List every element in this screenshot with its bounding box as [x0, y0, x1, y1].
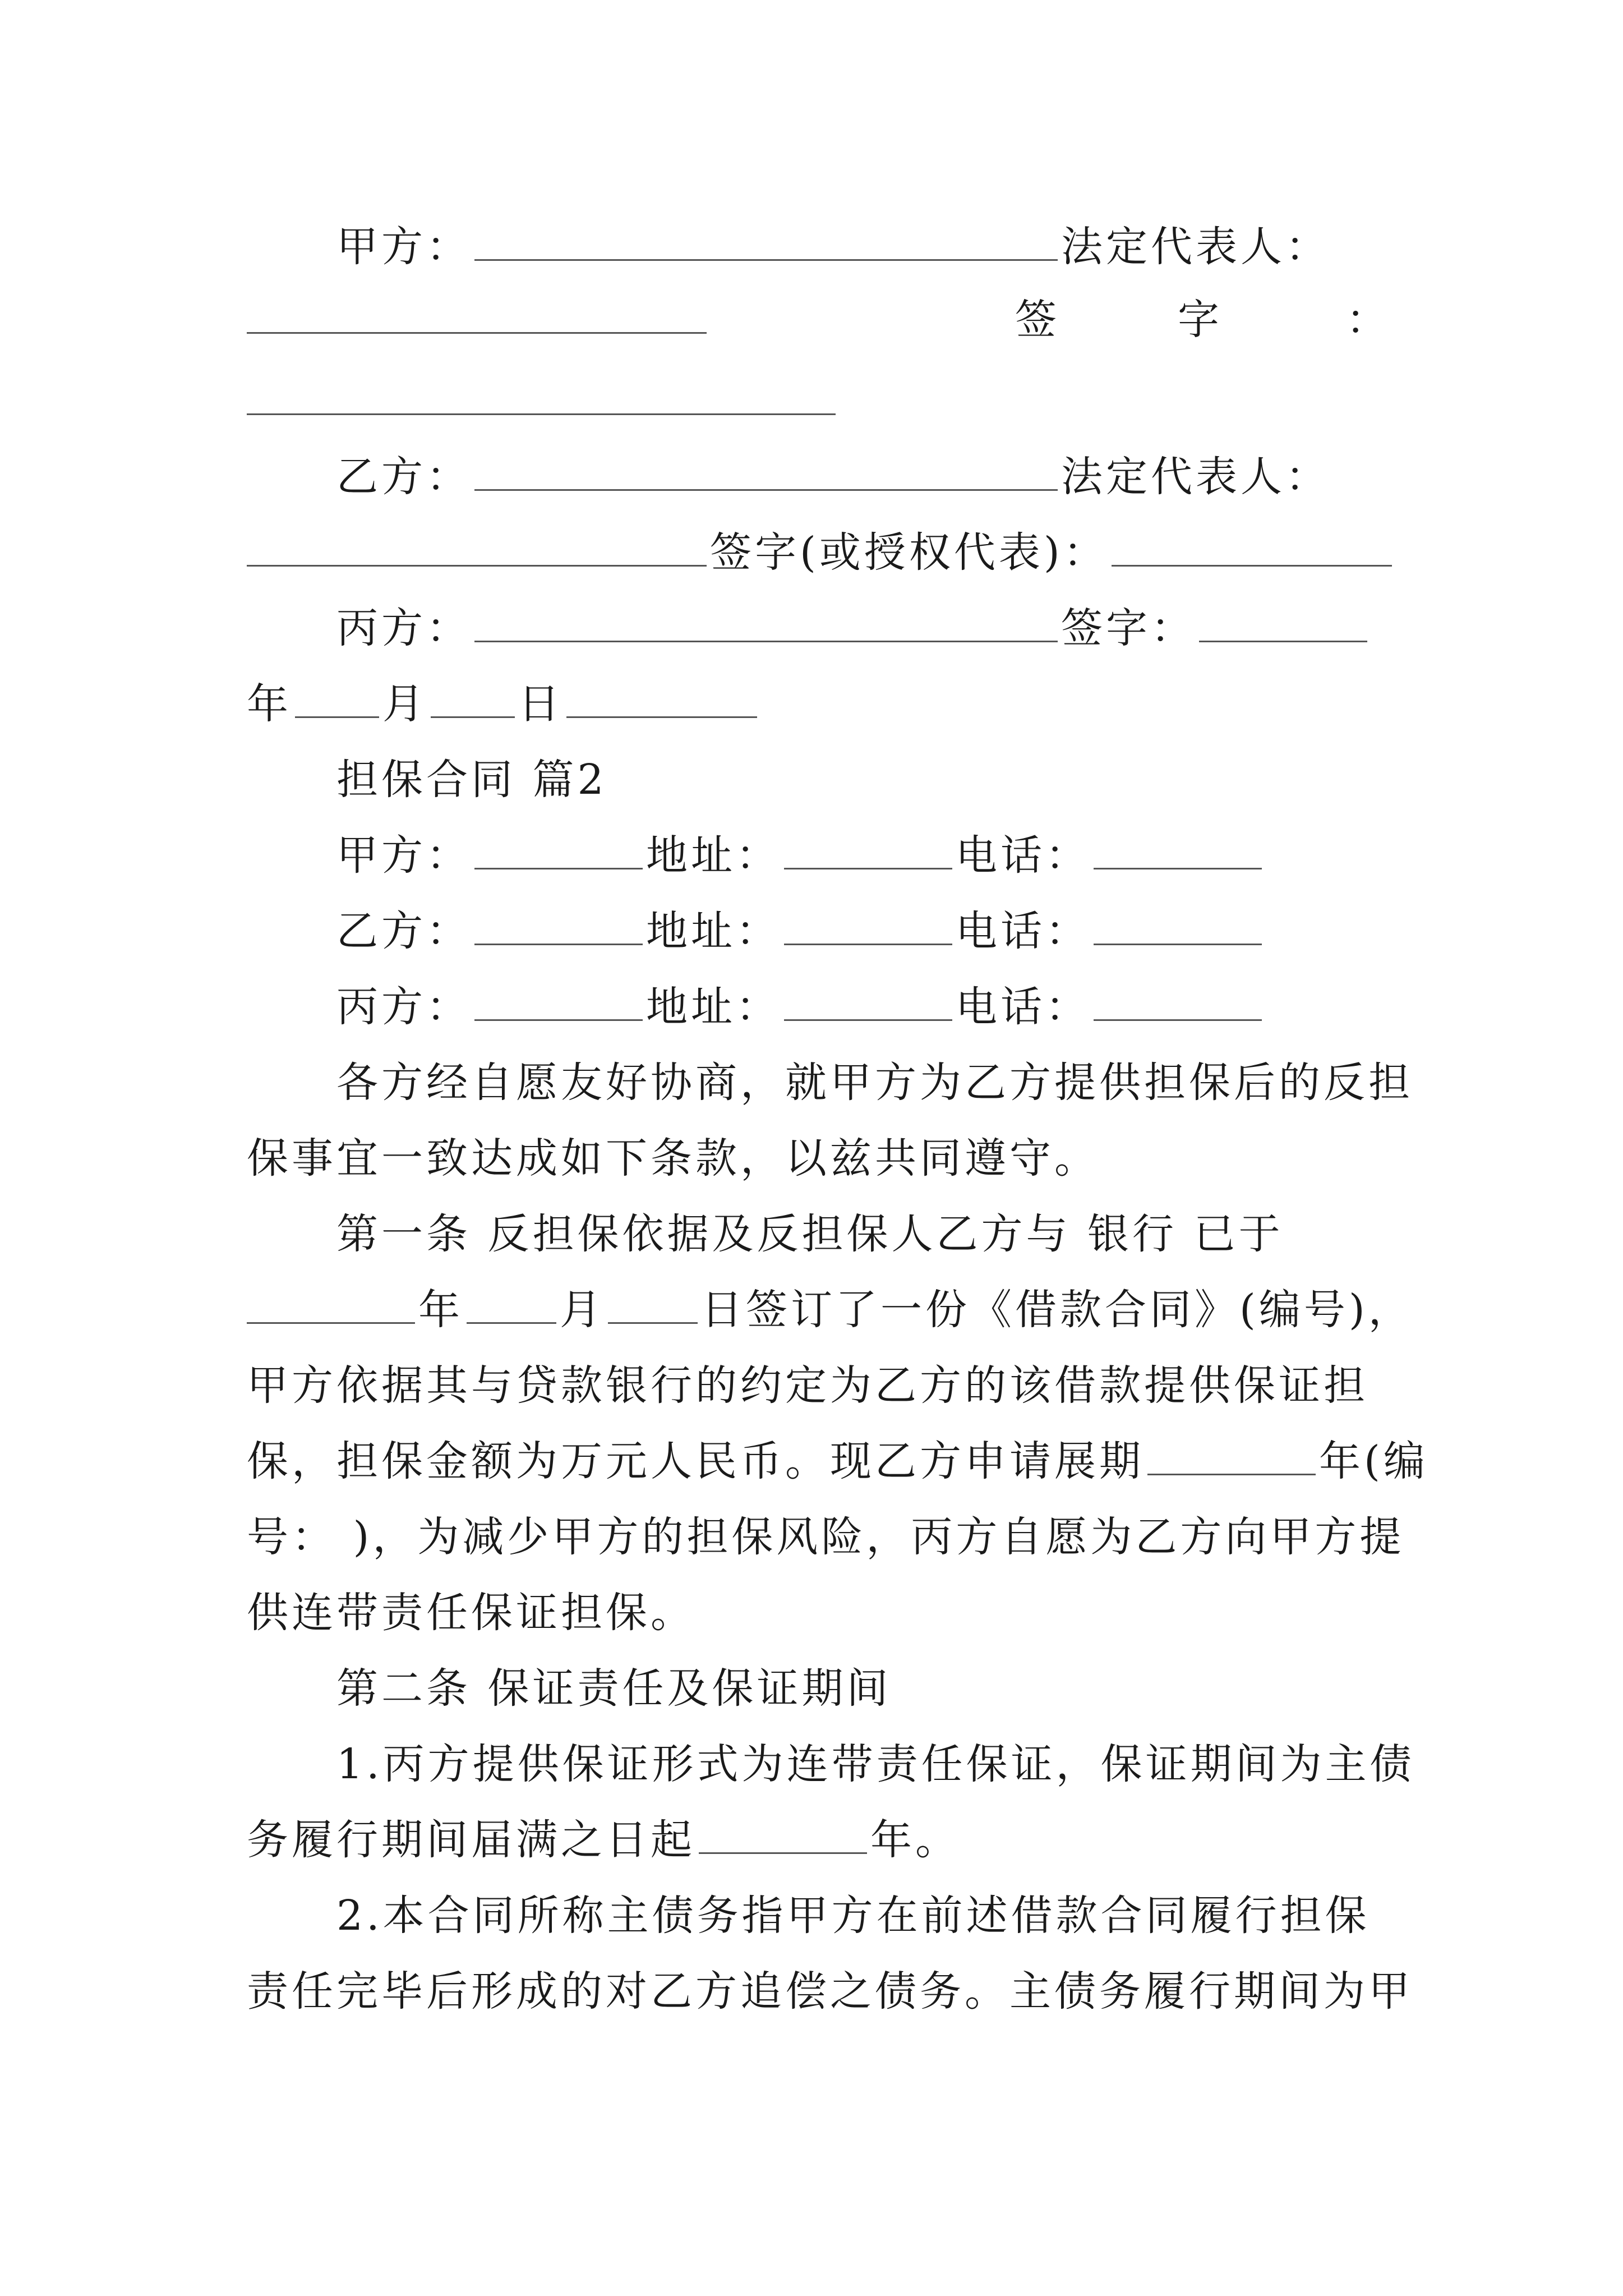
date-month-label: 月: [382, 680, 427, 728]
party-c-sign-label: 签字：: [1061, 604, 1196, 652]
party-row-phone-blank[interactable]: [1094, 980, 1262, 1021]
article2-period-text: 务履行期间届满之日起: [247, 1816, 695, 1864]
party-a-line: [336, 216, 1469, 278]
sign-char-2: 字: [1178, 296, 1223, 344]
party-row: [336, 976, 1469, 1038]
intro-line: 保事宜一致达成如下条款，以兹共同遵守。: [247, 1134, 1099, 1182]
party-row-addr-label: 地址：: [646, 983, 781, 1031]
authorized-blank[interactable]: [1112, 526, 1392, 567]
party-row-addr-label: 地址：: [646, 831, 781, 880]
date-month-blank[interactable]: [295, 677, 379, 718]
party-row-name-blank[interactable]: [474, 904, 643, 945]
date-line: [247, 673, 1380, 735]
sign-char-1: 签: [1015, 296, 1060, 344]
party-b-rep-blank[interactable]: [247, 526, 707, 567]
party-a-rep-label: 法定代表人：: [1061, 223, 1330, 271]
party-b-label: 乙方：: [336, 453, 471, 501]
party-row-phone-label: 电话：: [956, 983, 1090, 1031]
article1-extension-text: 年(编: [1319, 1437, 1428, 1485]
party-row-phone-label: 电话：: [956, 907, 1090, 955]
sign-blank-line: [247, 370, 1380, 432]
article1-day-blank[interactable]: [608, 1283, 698, 1324]
article2-clause1-period-line: [247, 1809, 1380, 1871]
party-row-phone-blank[interactable]: [1094, 904, 1262, 945]
authorized-label: 签字(或授权代表)：: [710, 528, 1108, 577]
party-row: [336, 825, 1469, 886]
party-b-rep-label: 法定代表人：: [1061, 453, 1330, 501]
sign-colon: ：: [1346, 296, 1391, 344]
article1-line: 第一条 反担保依据及反担保人乙方与 银行 已于: [336, 1210, 1284, 1258]
sign-line: [247, 289, 1391, 351]
article1-year-blank[interactable]: [247, 1283, 415, 1324]
party-c-line: [336, 597, 1469, 659]
date-trailing-blank[interactable]: [566, 677, 757, 718]
party-c-sign-blank[interactable]: [1199, 601, 1367, 642]
section-title: 担保合同 篇2: [336, 756, 607, 804]
article1-year-label: 年: [418, 1286, 463, 1334]
party-row-addr-label: 地址：: [646, 907, 781, 955]
party-row-addr-blank[interactable]: [784, 829, 952, 869]
party-c-label: 丙方：: [336, 604, 471, 652]
party-b-line: [336, 446, 1469, 508]
article1-line: 号： )，为减少甲方的担保风险，丙方自愿为乙方向甲方提: [247, 1513, 1405, 1561]
article2-clause1-line: 1.丙方提供保证形式为连带责任保证，保证期间为主债: [336, 1740, 1415, 1788]
party-a-blank[interactable]: [474, 220, 1058, 261]
party-row-phone-blank[interactable]: [1094, 829, 1262, 869]
party-c-blank[interactable]: [474, 601, 1058, 642]
article1-date-line: [247, 1279, 1413, 1341]
article1-extension-line: [247, 1430, 1428, 1492]
party-row-label: 丙方：: [336, 983, 471, 1031]
article1-month-label: 月: [560, 1286, 605, 1334]
article1-amount-text: 保，担保金额为万元人民币。现乙方申请展期: [247, 1437, 1144, 1485]
party-a-sign-blank[interactable]: [247, 374, 836, 415]
party-row-name-blank[interactable]: [474, 829, 643, 869]
party-a-label: 甲方：: [336, 223, 471, 271]
article1-contract-text: 日签订了一份《借款合同》(编号)，: [701, 1286, 1413, 1334]
party-a-rep-blank[interactable]: [247, 293, 707, 334]
intro-line: 各方经自愿友好协商，就甲方为乙方提供担保后的反担: [336, 1059, 1413, 1107]
party-row: [336, 900, 1469, 962]
article1-line: 甲方依据其与贷款银行的约定为乙方的该借款提供保证担: [247, 1361, 1368, 1410]
party-row-phone-label: 电话：: [956, 831, 1090, 880]
date-day-blank[interactable]: [431, 677, 515, 718]
article1-extension-blank[interactable]: [1147, 1434, 1316, 1475]
date-year-label: 年: [247, 680, 292, 728]
article2-period-blank[interactable]: [699, 1813, 867, 1854]
article1-month-blank[interactable]: [467, 1283, 556, 1324]
article2-clause2-line: 2.本合同所称主债务指甲方在前述借款合同履行担保: [336, 1892, 1370, 1940]
article2-period-unit: 年。: [870, 1816, 960, 1864]
party-row-addr-blank[interactable]: [784, 904, 952, 945]
party-row-label: 甲方：: [336, 831, 471, 880]
party-row-addr-blank[interactable]: [784, 980, 952, 1021]
article1-line: 供连带责任保证担保。: [247, 1589, 695, 1637]
authorized-line: [247, 522, 1380, 583]
article2-title: 第二条 保证责任及保证期间: [336, 1664, 892, 1713]
party-row-label: 乙方：: [336, 907, 471, 955]
article2-clause2-line: 责任完毕后形成的对乙方追偿之债务。主债务履行期间为甲: [247, 1967, 1413, 2016]
party-b-blank[interactable]: [474, 450, 1058, 491]
party-row-name-blank[interactable]: [474, 980, 643, 1021]
date-day-label: 日: [518, 680, 563, 728]
